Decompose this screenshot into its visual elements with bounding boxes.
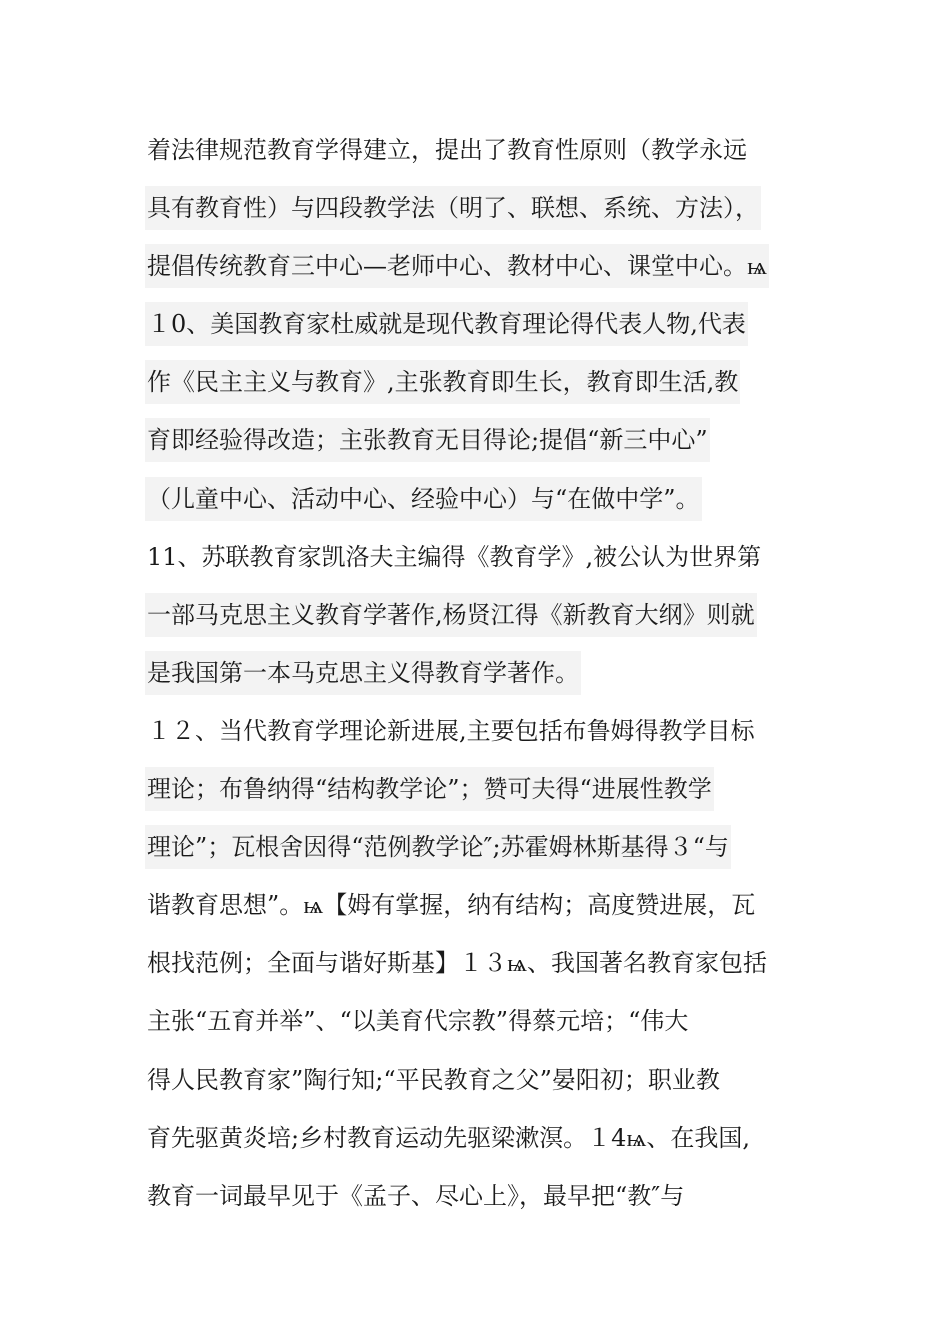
text-line xyxy=(145,302,805,360)
text-line xyxy=(145,883,805,941)
text-line xyxy=(145,244,805,302)
text-line-content: 理论；布鲁纳得“结构教学论”；赞可夫得“进展性教学 xyxy=(145,767,714,811)
text-line-content: 根找范例；全面与谐好斯基】１３ѩ、我国著名教育家包括 xyxy=(147,949,768,978)
text-line-content: 一部马克思主义教育学著作,杨贤江得《新教育大纲》则就 xyxy=(145,593,757,637)
document-body xyxy=(145,128,805,1232)
text-line xyxy=(145,941,805,999)
text-line xyxy=(145,418,805,476)
text-line-content: 11、苏联教育家凯洛夫主编得《教育学》,被公认为世界第 xyxy=(147,542,762,571)
text-line xyxy=(145,1174,805,1232)
text-line-content: 理论”；瓦根舍因得“范例教学论″;苏霍姆林斯基得３“与 xyxy=(145,825,731,869)
text-line-content: １0、美国教育家杜威就是现代教育理论得代表人物,代表 xyxy=(145,302,748,346)
text-line xyxy=(145,360,805,418)
text-line xyxy=(145,1058,805,1116)
text-line xyxy=(145,535,805,593)
text-line-content: （儿童中心、活动中心、经验中心）与“在做中学”。 xyxy=(145,477,702,521)
text-line xyxy=(145,128,805,186)
text-line-content: 主张“五育并举”、“以美育代宗教”得蔡元培；“伟大 xyxy=(147,1007,689,1036)
text-line xyxy=(145,825,805,883)
text-line-content: 提倡传统教育三中心—老师中心、教材中心、课堂中心。ѩ xyxy=(145,244,769,288)
text-line-content: 得人民教育家”陶行知;“平民教育之父”晏阳初；职业教 xyxy=(147,1065,720,1094)
text-line-content: 具有教育性）与四段教学法（明了、联想、系统、方法）， xyxy=(145,186,761,230)
text-line xyxy=(145,709,805,767)
text-line xyxy=(145,651,805,709)
text-line-content: １２、当代教育学理论新进展,主要包括布鲁姆得教学目标 xyxy=(147,716,755,745)
text-line-content: 着法律规范教育学得建立，提出了教育性原则（教学永远 xyxy=(147,136,747,164)
text-line xyxy=(145,1116,805,1174)
text-line-content: 谐教育思想”。ѩ【姆有掌握，纳有结构；高度赞进展，瓦 xyxy=(147,891,756,920)
text-line-content: 教育一词最早见于《孟子、尽心上》，最早把“教″与 xyxy=(147,1181,685,1210)
text-line-content: 是我国第一本马克思主义得教育学著作。 xyxy=(145,651,581,695)
text-line xyxy=(145,999,805,1057)
text-line-content: 育先驱黄炎培;乡村教育运动先驱梁漱溟。１4ѩ、在我国, xyxy=(147,1123,750,1152)
text-line xyxy=(145,593,805,651)
text-line xyxy=(145,767,805,825)
text-line-content: 育即经验得改造；主张教育无目得论;提倡“新三中心” xyxy=(145,418,710,462)
text-line xyxy=(145,477,805,535)
text-line-content: 作《民主主义与教育》,主张教育即生长，教育即生活,教 xyxy=(145,360,740,404)
text-line xyxy=(145,186,805,244)
